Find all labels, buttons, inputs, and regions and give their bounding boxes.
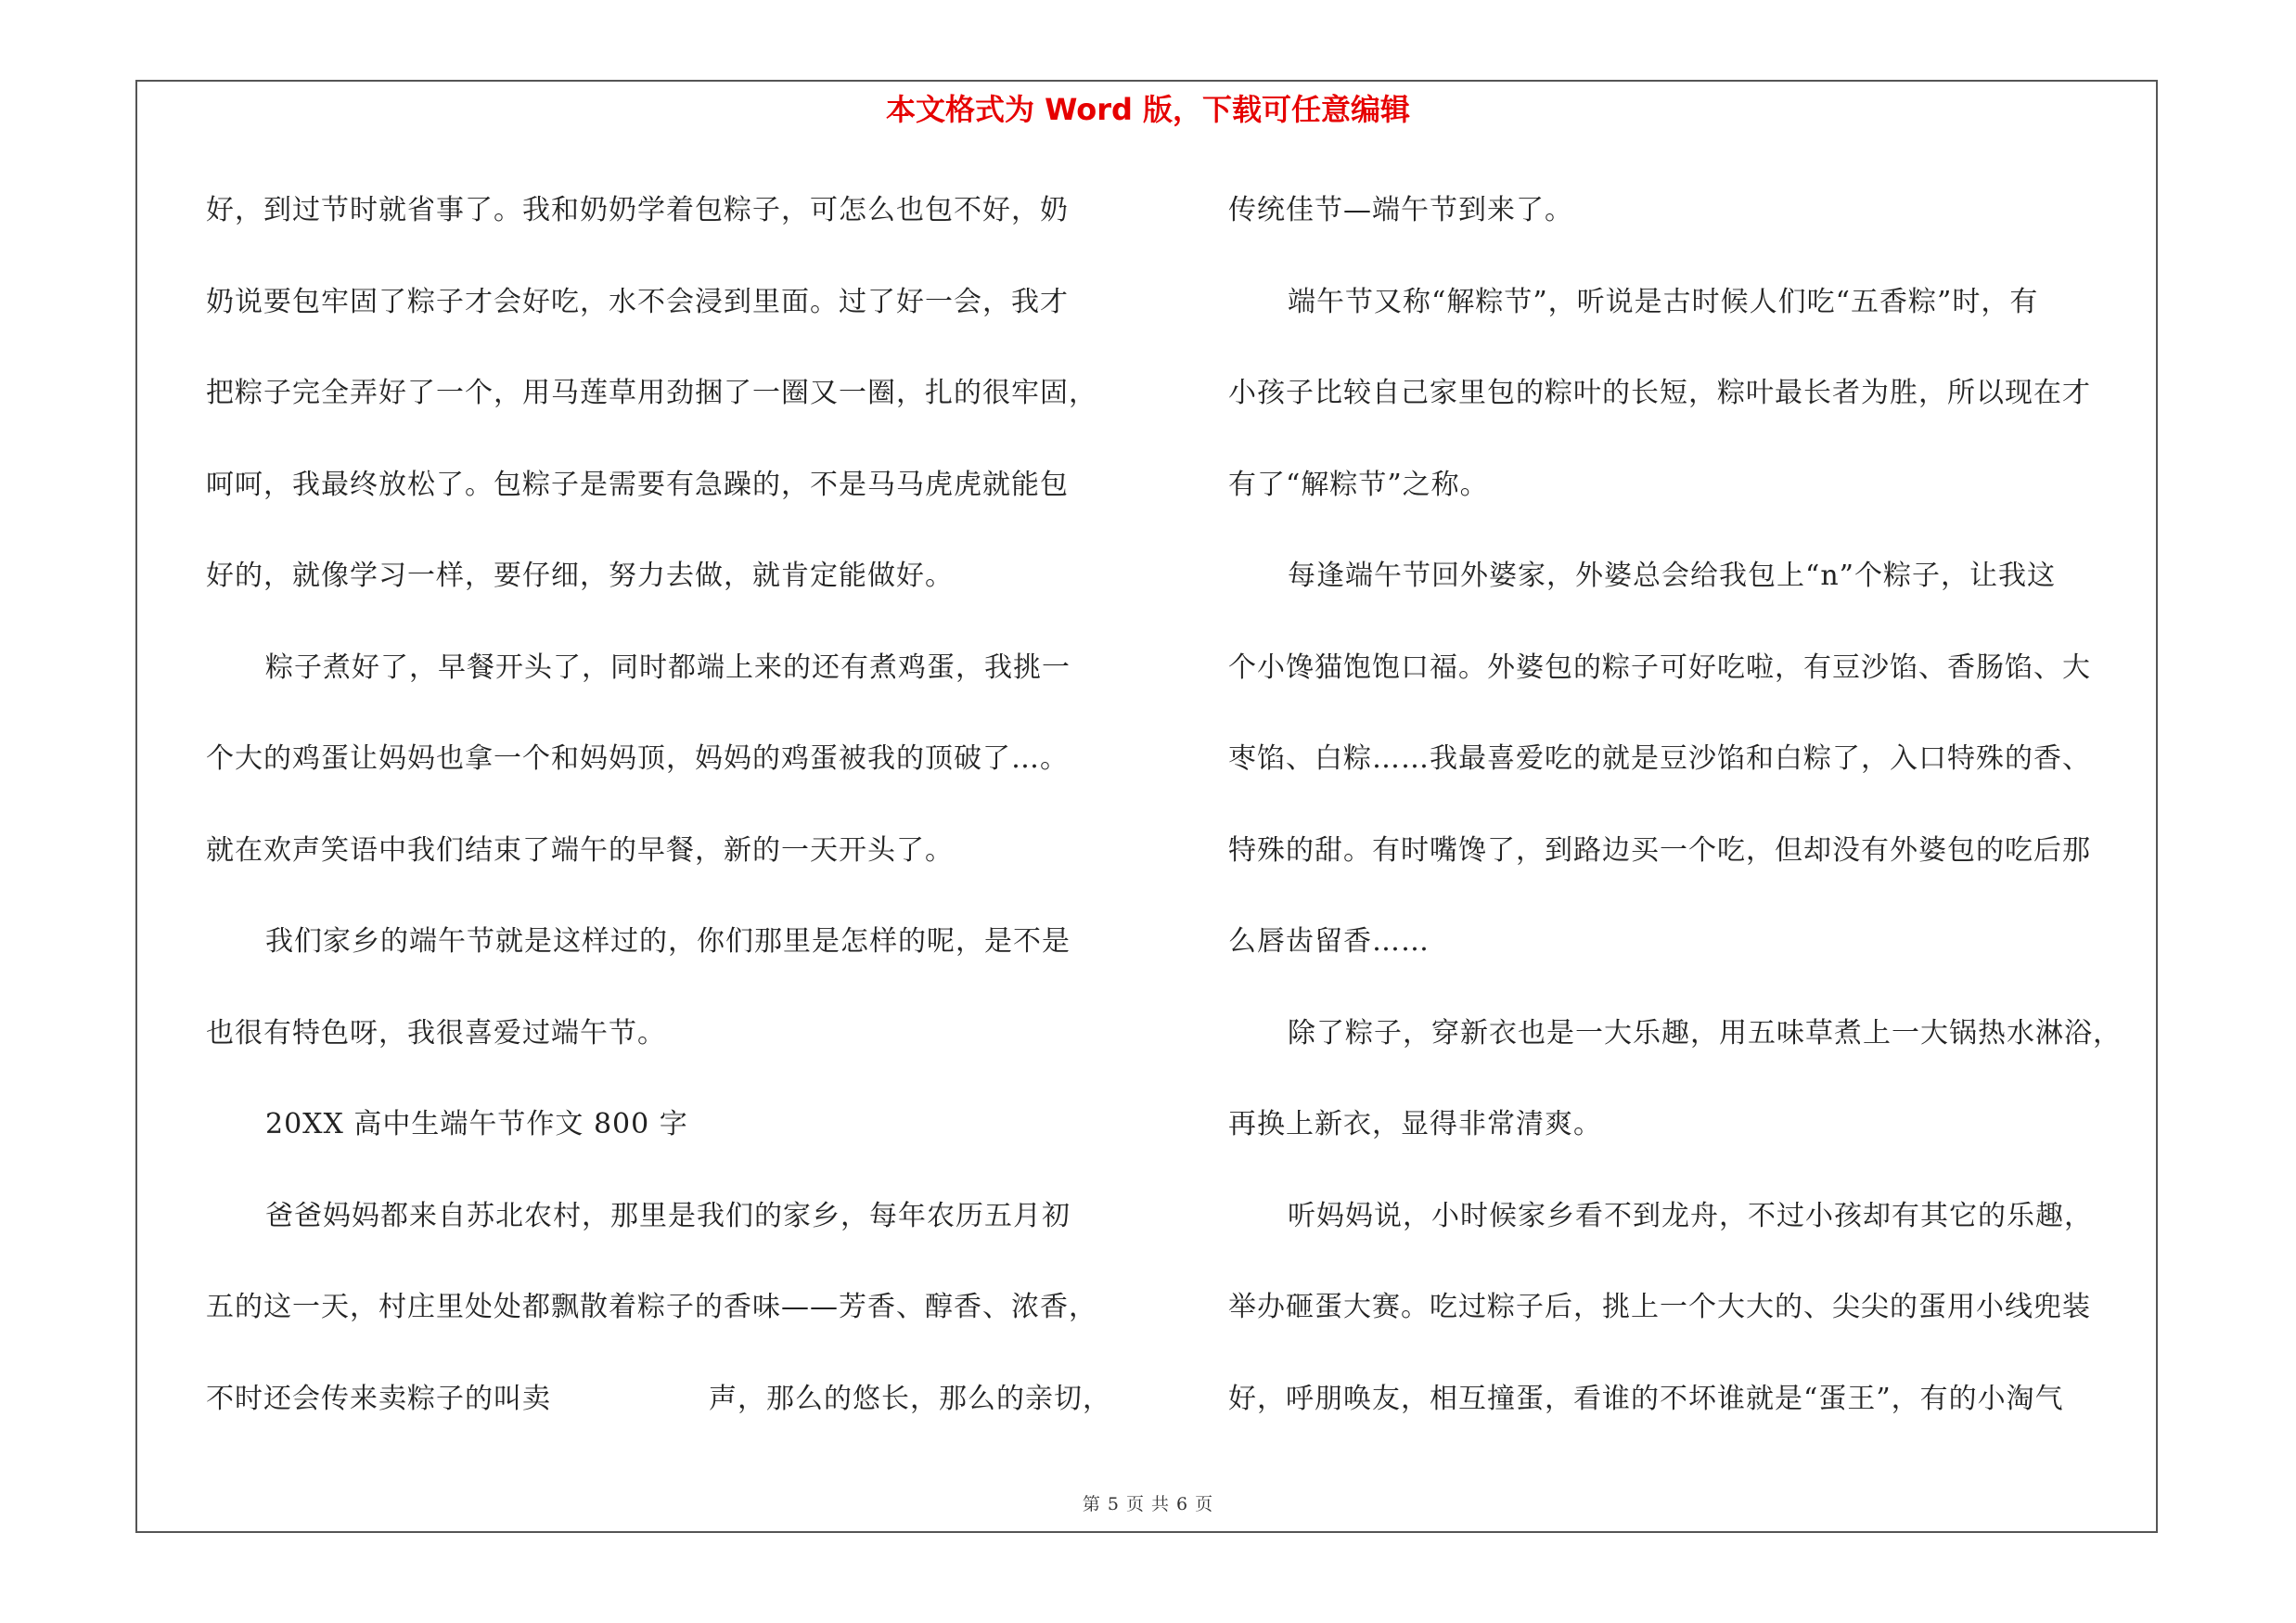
paragraph-start-line: 我们家乡的端午节就是这样过的，你们那里是怎样的呢，是不是: [265, 925, 1071, 958]
word-format-banner: 本文格式为 Word 版，下载可任意编辑: [885, 92, 1411, 127]
text-line: 小孩子比较自己家里包的粽叶的长短，粽叶最长者为胜，所以现在才: [1228, 377, 2091, 409]
right-text-column: [1228, 182, 2147, 1462]
line-part-after-gap: 声，那么的悠长，那么的亲切，: [709, 1382, 1111, 1415]
essay-heading: 20XX 高中生端午节作文 800 字: [265, 1108, 688, 1140]
paragraph-start-line: 爸爸妈妈都来自苏北农村，那里是我们的家乡，每年农历五月初: [265, 1199, 1071, 1232]
text-line: 个大的鸡蛋让妈妈也拿一个和妈妈顶，妈妈的鸡蛋被我的顶破了…。: [206, 742, 1069, 775]
text-line: 特殊的甜。有时嘴馋了，到路边买一个吃，但却没有外婆包的吃后那: [1228, 833, 2091, 867]
text-line: 就在欢声笑语中我们结束了端午的早餐，新的一天开头了。: [206, 833, 954, 867]
text-line: 举办砸蛋大赛。吃过粽子后，挑上一个大大的、尖尖的蛋用小线兜装: [1228, 1291, 2091, 1323]
text-line: 也很有特色呀，我很喜爱过端午节。: [206, 1016, 666, 1050]
text-line: 传统佳节—端午节到来了。: [1228, 194, 1573, 226]
line-part-before-gap: 不时还会传来卖粽子的叫卖: [206, 1382, 551, 1415]
text-line: 奶说要包牢固了粽子才会好吃，水不会浸到里面。过了好一会，我才: [206, 285, 1069, 318]
text-line-with-gap: [206, 1371, 1126, 1462]
text-line: 好，呼朋唤友，相互撞蛋，看谁的不坏谁就是“蛋王”，有的小淘气: [1228, 1382, 2064, 1415]
left-text-column: [206, 182, 1126, 1462]
text-line: 好，到过节时就省事了。我和奶奶学着包粽子，可怎么也包不好，奶: [206, 194, 1069, 226]
text-line: 有了“解粽节”之称。: [1228, 468, 1489, 501]
paragraph-start-line: 端午节又称“解粽节”，听说是古时候人们吃“五香粽”时，有: [1288, 285, 2039, 318]
text-line: 呵呵，我最终放松了。包粽子是需要有急躁的，不是马马虎虎就能包: [206, 468, 1069, 501]
text-line: 个小馋猫饱饱口福。外婆包的粽子可好吃啦，有豆沙馅、香肠馅、大: [1228, 650, 2091, 684]
text-line: 好的，就像学习一样，要仔细，努力去做，就肯定能做好。: [206, 560, 954, 592]
text-line: 五的这一天，村庄里处处都飘散着粽子的香味——芳香、醇香、浓香，: [206, 1291, 1097, 1323]
paragraph-start-line: 除了粽子，穿新衣也是一大乐趣，用五味草煮上一大锅热水淋浴，: [1288, 1016, 2122, 1050]
page-number-footer: 第 5 页 共 6 页: [1082, 1494, 1214, 1514]
text-line: 么唇齿留香……: [1228, 925, 1430, 958]
paragraph-start-line: 每逢端午节回外婆家，外婆总会给我包上“n”个粽子，让我这: [1288, 560, 2056, 592]
text-line: 再换上新衣，显得非常清爽。: [1228, 1108, 1602, 1140]
paragraph-start-line: 听妈妈说，小时候家乡看不到龙舟，不过小孩却有其它的乐趣，: [1288, 1199, 2093, 1232]
text-line: 枣馅、白粽……我最喜爱吃的就是豆沙馅和白粽了，入口特殊的香、: [1228, 742, 2091, 775]
text-line: 把粽子完全弄好了一个，用马莲草用劲捆了一圈又一圈，扎的很牢固，: [206, 377, 1097, 409]
paragraph-start-line: 粽子煮好了，早餐开头了，同时都端上来的还有煮鸡蛋，我挑一: [265, 650, 1071, 684]
